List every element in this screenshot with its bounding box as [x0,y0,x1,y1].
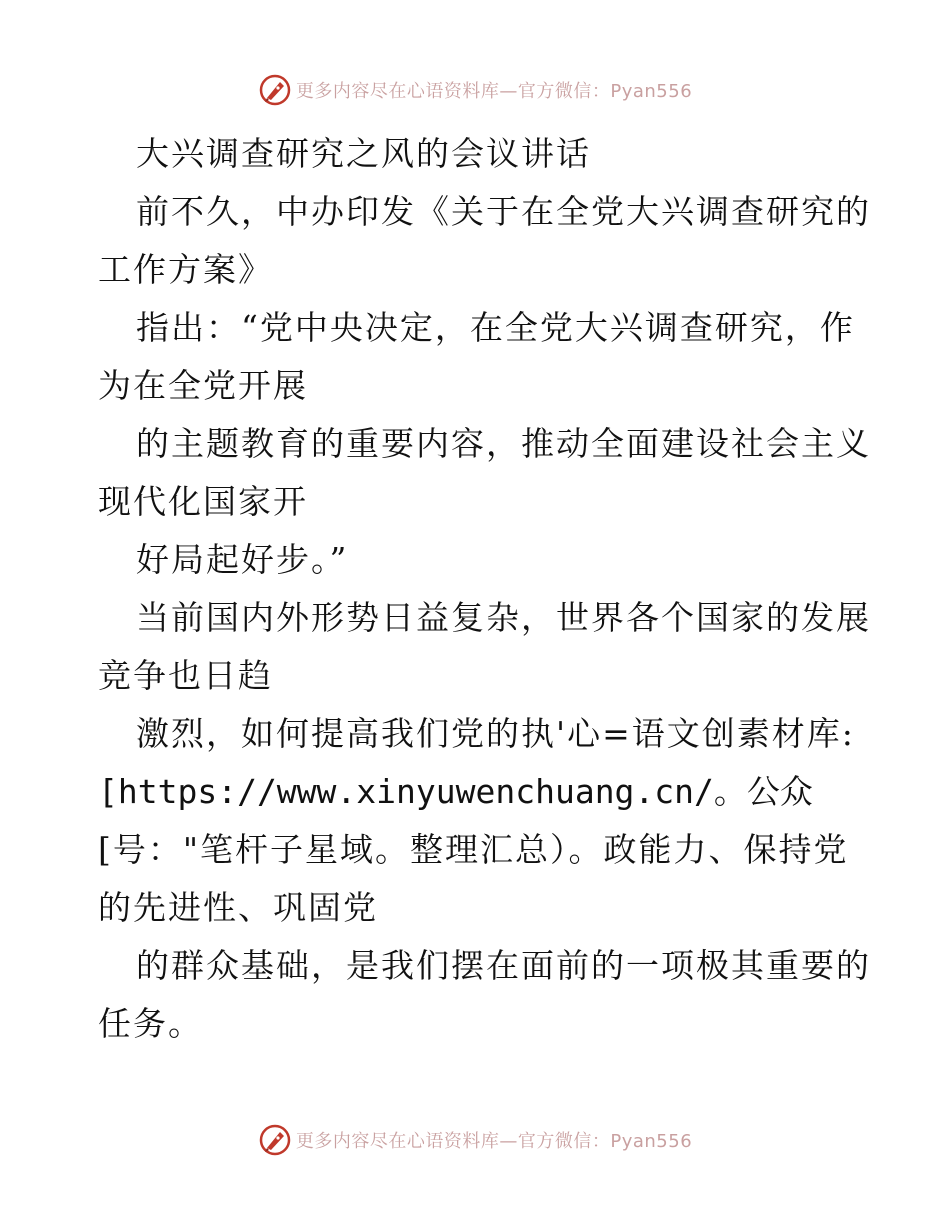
paragraph-line: 为在全党开展 [98,366,308,405]
url-line: [https://www.xinyuwenchuang.cn/。公众 [98,772,813,811]
paragraph-line: 当前国内外形势日益复杂，世界各个国家的发展 [136,598,871,637]
pen-nib-logo-icon [258,1123,292,1157]
paragraph-line: 工作方案》 [98,250,273,289]
paragraph-line: 现代化国家开 [98,482,308,521]
header-watermark [0,70,950,110]
paragraph-line: 指出：“党中央决定，在全党大兴调查研究，作 [136,308,855,347]
paragraph-line: 前不久，中办印发《关于在全党大兴调查研究的 [136,192,871,231]
document-body [98,125,871,1053]
paragraph-line: 激烈，如何提高我们党的执'心=语文创素材库: [136,714,855,753]
document-title: 大兴调查研究之风的会议讲话 [136,134,591,173]
watermark-text: 更多内容尽在心语资料库—官方微信：Pyan556 [295,1131,693,1152]
pen-nib-logo-icon [258,73,292,107]
paragraph-line: 的先进性、巩固党 [98,888,378,927]
paragraph-line: 好局起好步。” [136,540,349,579]
paragraph-line: [号："笔杆子星域。整理汇总）。政能力、保持党 [98,830,849,869]
paragraph-line: 任务。 [98,1004,203,1043]
paragraph-line: 竞争也日趋 [98,656,273,695]
paragraph-line: 的群众基础，是我们摆在面前的一项极其重要的 [136,946,871,985]
footer-watermark [0,1120,950,1160]
watermark-text: 更多内容尽在心语资料库—官方微信：Pyan556 [295,81,693,102]
paragraph-line: 的主题教育的重要内容，推动全面建设社会主义 [136,424,871,463]
